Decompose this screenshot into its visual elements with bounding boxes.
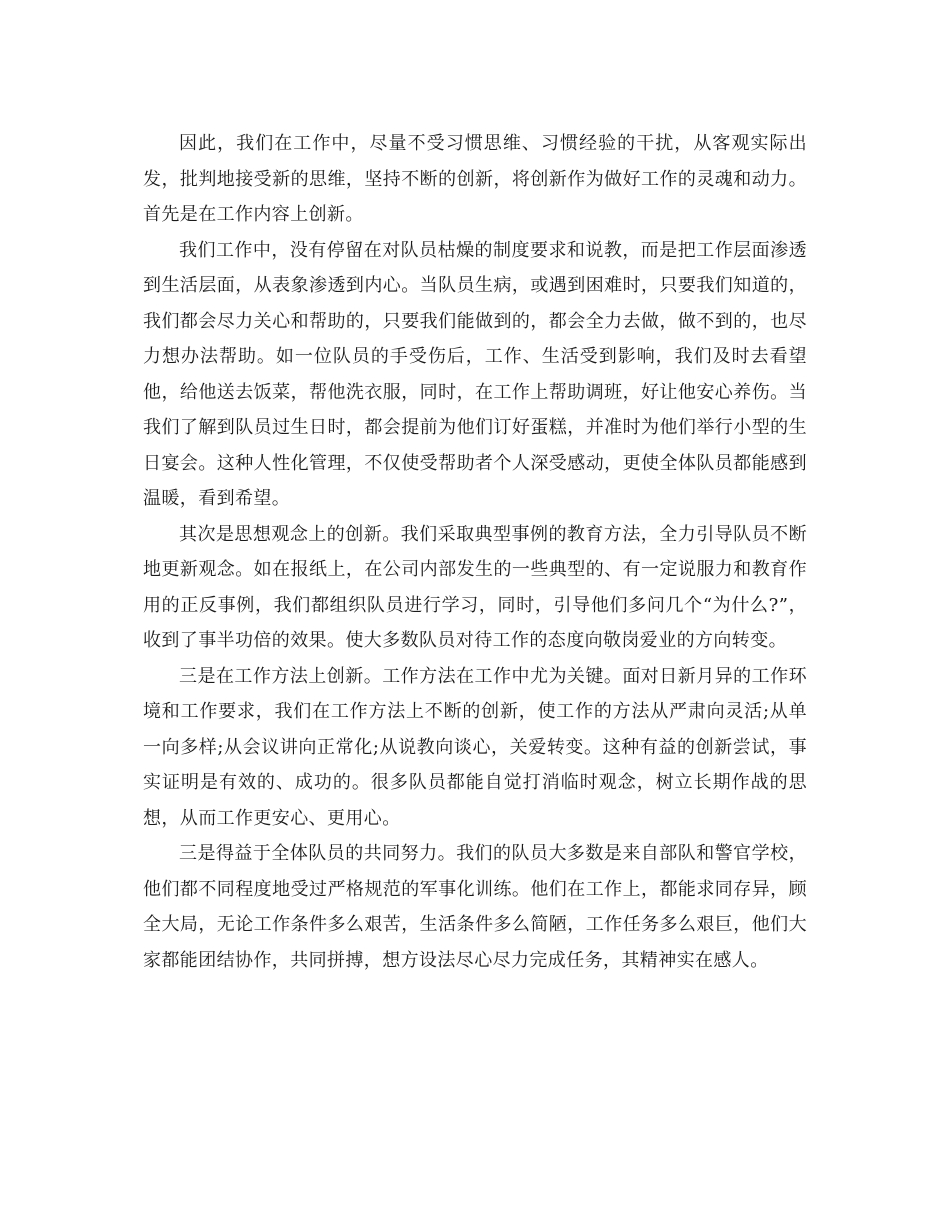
paragraph-thinking-concepts: 其次是思想观念上的创新。我们采取典型事例的教育方法，全力引导队员不断地更新观念。如在报纸上，在公司内部发生的一些典型的、有一定说服力和教育作用的正反事例，我们都组织队员进行学习，同时，引导他们多问几个“为什么?”，收到了事半功倍的效果。使大多数队员对待工作的态度向敬岗爱业的方向转变。 bbox=[143, 523, 807, 651]
document-body bbox=[143, 126, 807, 978]
paragraph-team-effort: 三是得益于全体队员的共同努力。我们的队员大多数是来自部队和警官学校，他们都不同程度地受过严格规范的军事化训练。他们在工作上，都能求同存异，顾全大局，无论工作条件多么艰苦，生活条件多么简陋，工作任务多么艰巨，他们大家都能团结协作，共同拼搏，想方设法尽心尽力完成任务，其精神实在感人。 bbox=[143, 843, 807, 971]
paragraph-work-content: 我们工作中，没有停留在对队员枯燥的制度要求和说教，而是把工作层面渗透到生活层面，从表象渗透到内心。当队员生病，或遇到困难时，只要我们知道的，我们都会尽力关心和帮助的，只要我们能做到的，都会全力去做，做不到的，也尽力想办法帮助。如一位队员的手受伤后，工作、生活受到影响，我们及时去看望他，给他送去饭菜，帮他洗衣服，同时，在工作上帮助调班，好让他安心养伤。当我们了解到队员过生日时，都会提前为他们订好蛋糕，并准时为他们举行小型的生日宴会。这种人性化管理，不仅使受帮助者个人深受感动，更使全体队员都能感到温暖，看到希望。 bbox=[143, 239, 807, 509]
paragraph-innovation-intro: 因此，我们在工作中，尽量不受习惯思维、习惯经验的干扰，从客观实际出发，批判地接受新的思维，坚持不断的创新，将创新作为做好工作的灵魂和动力。首先是在工作内容上创新。 bbox=[143, 133, 807, 225]
paragraph-work-methods: 三是在工作方法上创新。工作方法在工作中尤为关键。面对日新月异的工作环境和工作要求，我们在工作方法上不断的创新，使工作的方法从严肃向灵活;从单一向多样;从会议讲向正常化;从说教向谈心，关爱转变。这种有益的创新尝试，事实证明是有效的、成功的。很多队员都能自觉打消临时观念，树立长期作战的思想，从而工作更安心、更用心。 bbox=[143, 665, 807, 829]
